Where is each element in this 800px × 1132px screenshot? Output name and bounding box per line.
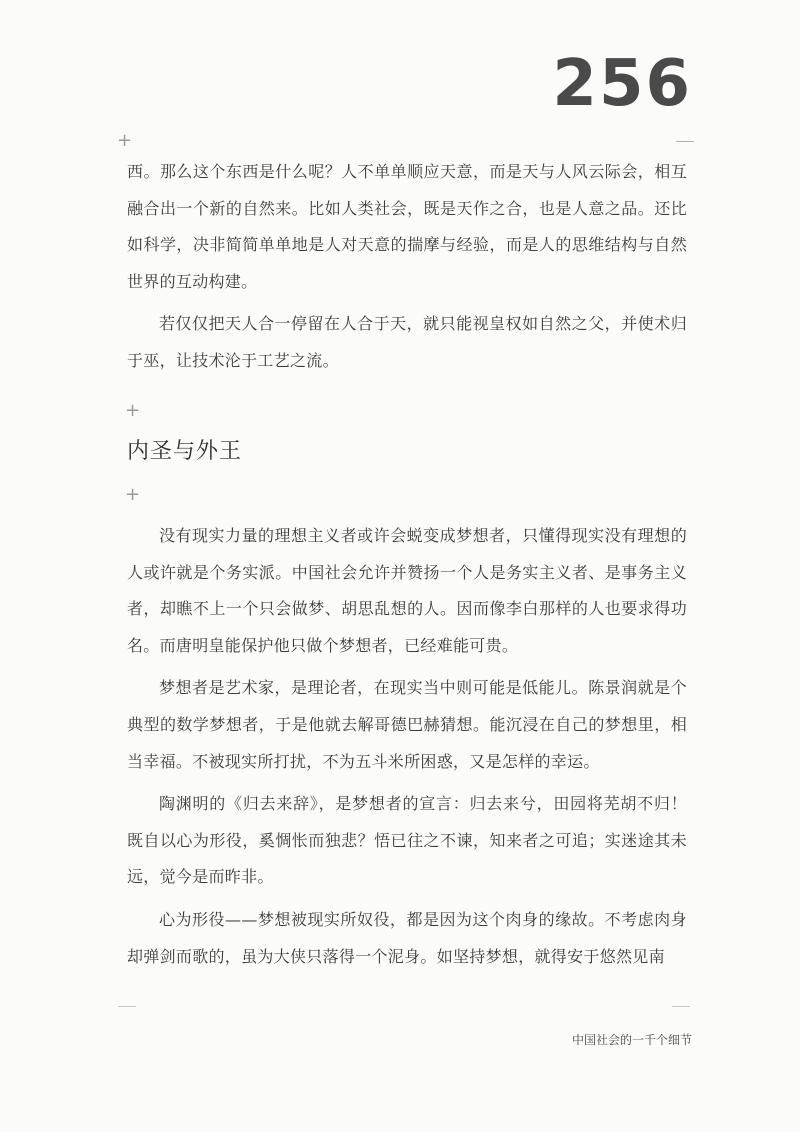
paragraph: 陶渊明的《归去来辞》，是梦想者的宣言：归去来兮，田园将芜胡不归！既自以心为形役，奚惆怅而独悲？悟已往之不谏，知来者之可追；实迷途其未远，觉今是而昨非。 — [127, 794, 687, 887]
footer-rule — [672, 1006, 690, 1007]
crop-mark-section-bottom: + — [125, 484, 141, 505]
paragraph: 心为形役——梦想被现实所奴役，都是因为这个肉身的缘故。不考虑肉身却弹剑而歌的，虽为大侠只落得一个泥身。如坚持梦想，就得安于悠然见南 — [127, 909, 687, 966]
footer-rule — [118, 1006, 136, 1007]
running-footer: 中国社会的一千个细节 — [571, 1033, 692, 1047]
page-number: 256 — [552, 47, 692, 121]
crop-mark-top-right — [676, 141, 694, 142]
paragraph: 没有现实力量的理想主义者或许会蜕变成梦想者，只懂得现实没有理想的人或许就是个务实派。中国社会允许并赞扬一个人是务实主义者、是事务主义者，却瞧不上一个只会做梦、胡思乱想的人。因而像李白那样的人也要求得功名。而唐明皇能保护他只做个梦想者，已经难能可贵。 — [127, 526, 687, 655]
paragraph: 若仅仅把天人合一停留在人合于天，就只能视皇权如自然之父，并使术归于巫，让技术沦于工艺之流。 — [127, 314, 687, 370]
paragraph: 梦想者是艺术家，是理论者，在现实当中则可能是低能儿。陈景润就是个典型的数学梦想者，于是他就去解哥德巴赫猜想。能沉浸在自己的梦想里，相当幸福。不被现实所打扰，不为五斗米所困惑，又是怎样的幸运。 — [127, 678, 687, 771]
section-body — [127, 518, 687, 975]
paragraph: 西。那么这个东西是什么呢？人不单单顺应天意，而是天与人风云际会，相互融合出一个新的自然来。比如人类社会，既是天作之合，也是人意之品。还比如科学，决非简简单单地是人对天意的揣摩与经验，而是人的思维结构与自然世界的互动构建。 — [127, 162, 687, 291]
continuation-text — [127, 154, 687, 380]
crop-mark-section-top: + — [125, 400, 141, 421]
section-title: 内圣与外王 — [127, 439, 243, 464]
crop-mark-top-left: + — [117, 130, 133, 151]
